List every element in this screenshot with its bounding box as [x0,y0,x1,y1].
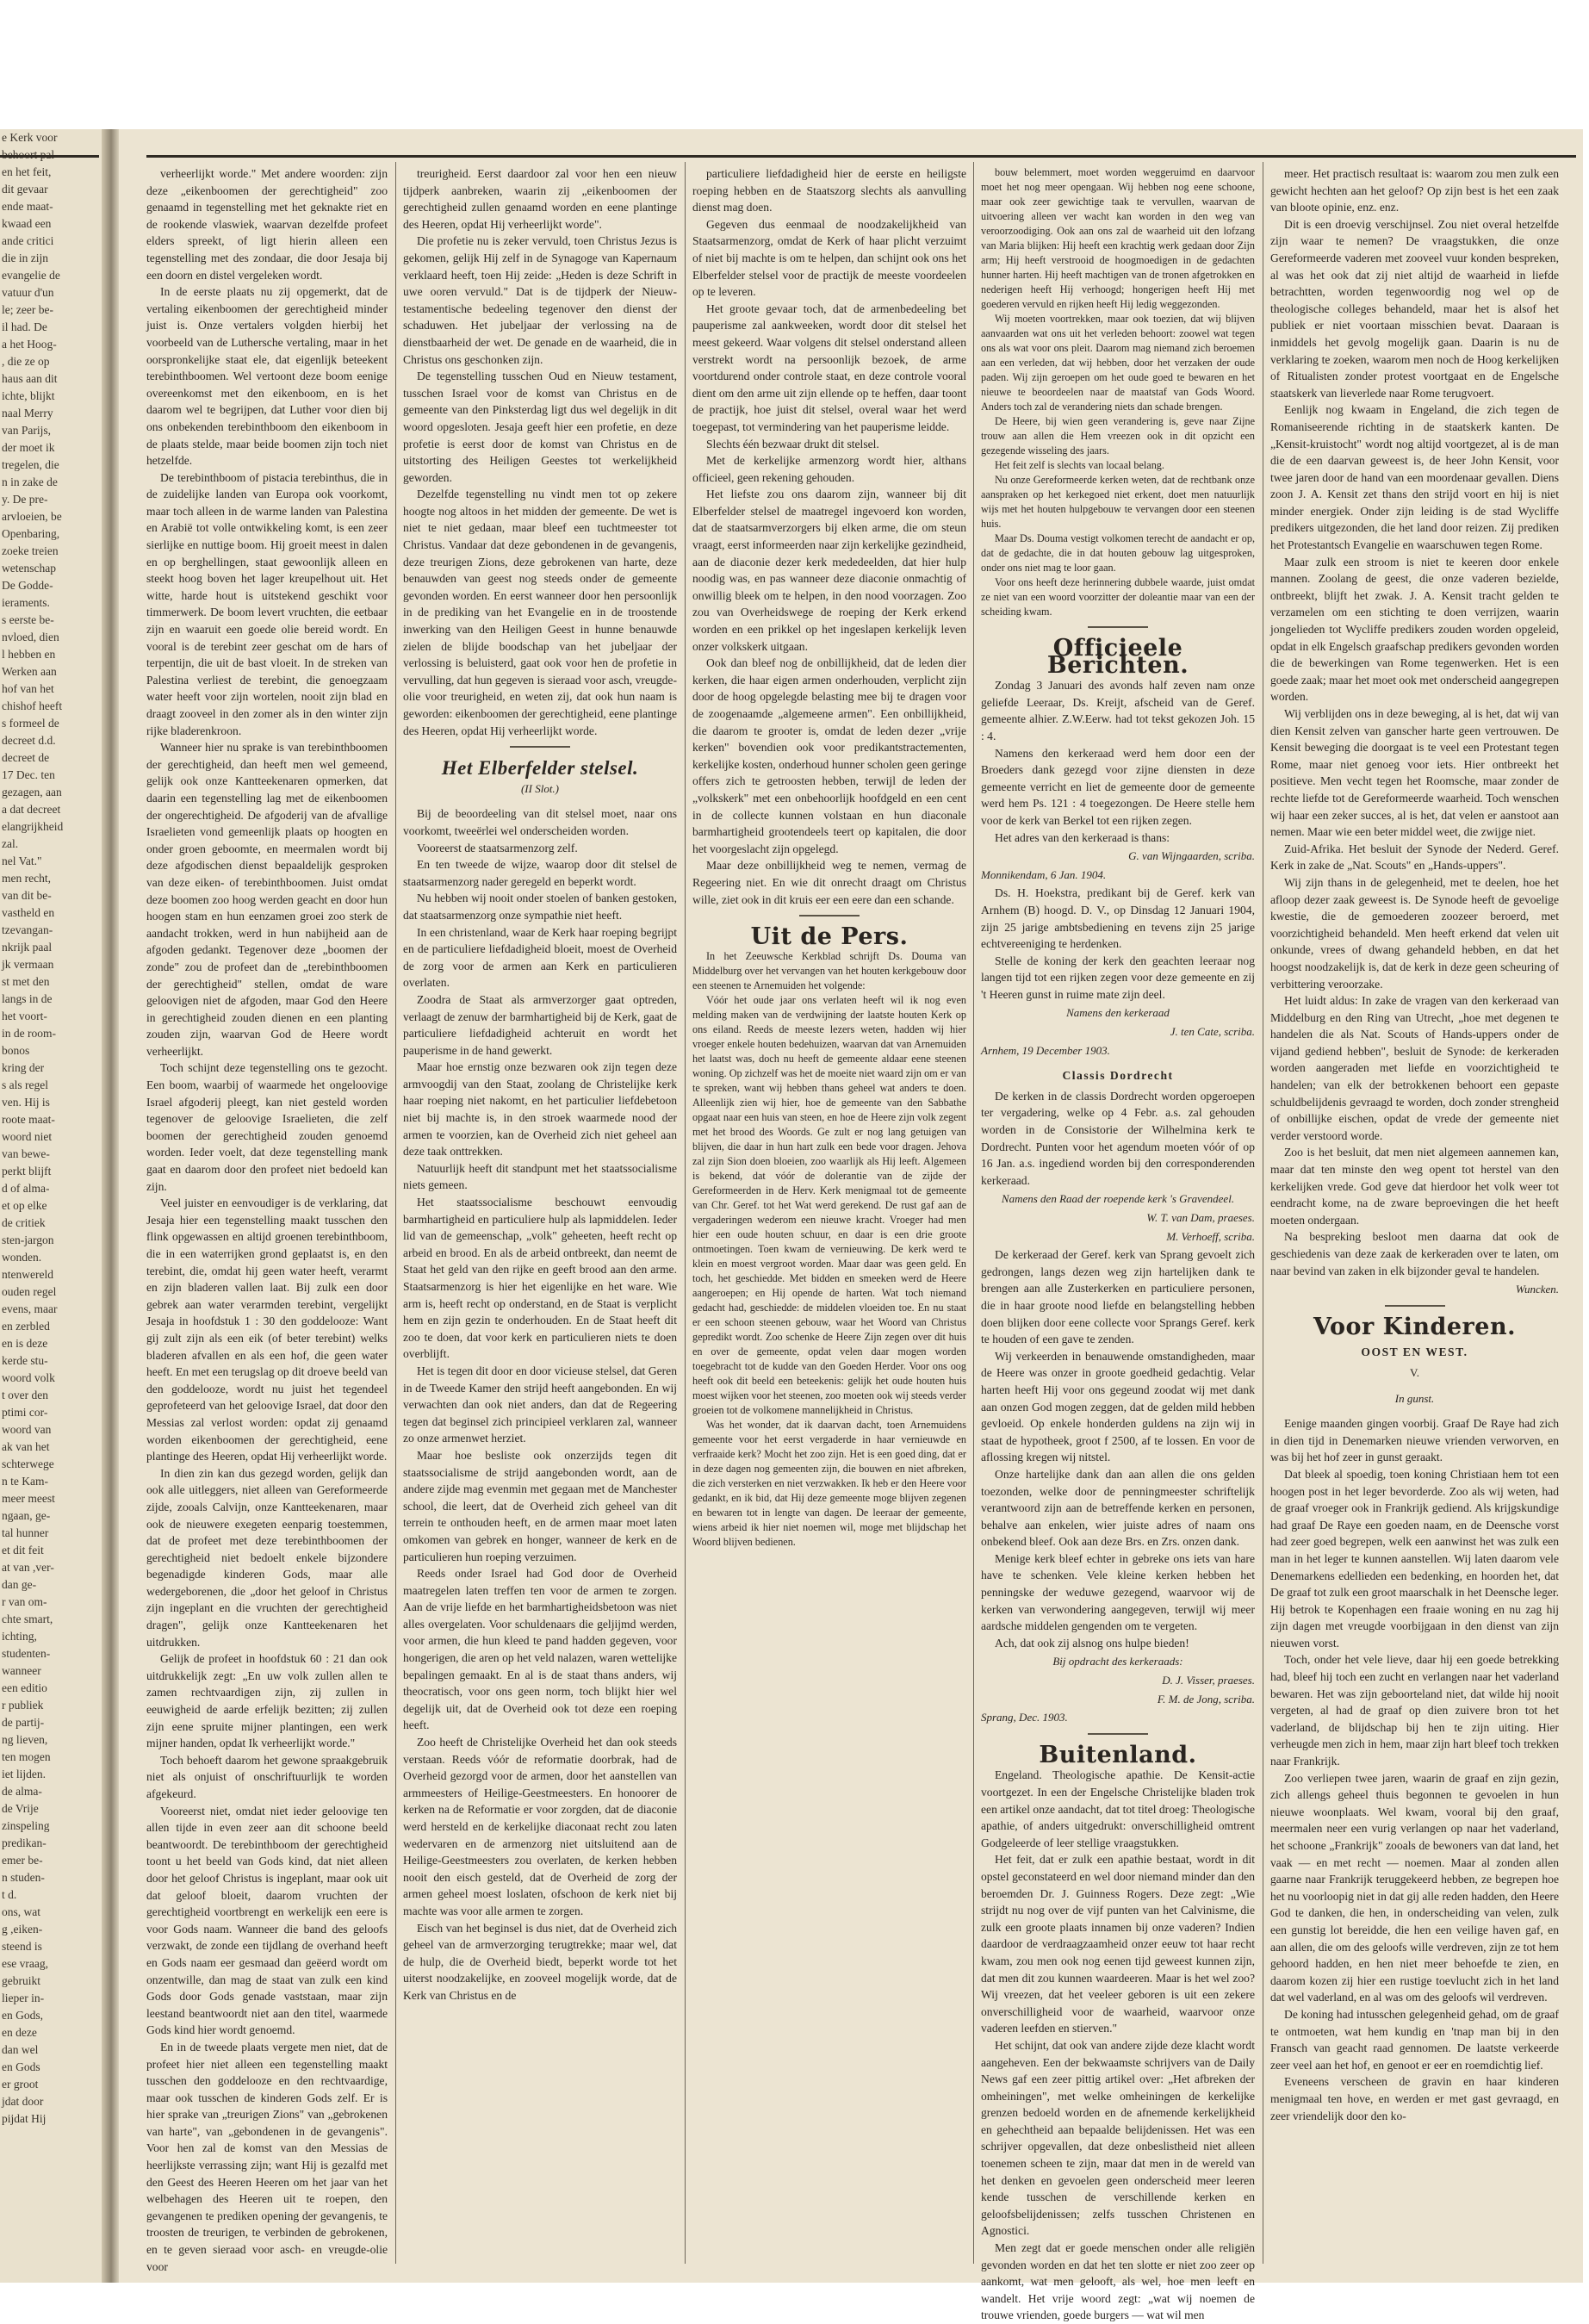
section-heading-officieele-berichten: Officieele Berichten. [1046,635,1189,679]
paragraph: Voor ons heeft deze herinnering dubbele waarde, juist omdat ze niet van een woord voorzitter der doleantie maar van een der scheiding kwam. [981,576,1255,618]
column-4 [981,165,1255,2322]
signature: D. J. Visser, praeses. [1162,1674,1255,1687]
paragraph: Gelijk de profeet in hoofdstuk 60 : 21 dan ook uitdrukkelijk zegt: „En uw volk zullen allen te zamen rechtvaardigen zijn, zij zullen in eeuwigheid de aarde erfelijk bezitten; zij zullen zijn eene spruite mijner plantingen, een werk mijner handen, opdat Ik verheerlijkt worde." [146,1652,388,1750]
previous-page-fragment: evens, maar [2,1302,58,1315]
previous-page-fragment: bonos [2,1044,30,1057]
paragraph: Het is tegen dit door en door vicieuse stelsel, dat Geren in de Tweede Kamer den strijd heeft aangebonden. En wij verwachten dan ook niet anders, dan dat de Regeering tegen dat beginsel zich principieel verklaren zal, wanneer zo onze armenwet herziet. [403,1364,677,1445]
previous-page-fragment: hof van het [2,682,54,695]
paragraph: Het luidt aldus: In zake de vragen van den kerkeraad van Middelburg en den Ring van Utrecht, „hoe met degenen te handelen die als Nat. Scouts of Hands-uppers onder de vijand gediend hebben", besluit de Synode: de kerkeraden worden aangeraden met liefde en voorzichtigheid te handelen; van elk der betrokkenen behoort een gepaste schuldbelijdenis gevraagd te worden, doch zonder strengheid of onbillijke eischen, opdat de vrede der gemeente niet verder verstoord worde. [1270,994,1559,1142]
article-subheading: (II Slot.) [520,781,560,795]
previous-page-fragment: De Godde- [2,579,53,592]
paragraph: Het staatssocialisme beschouwt eenvoudig barmhartigheid en particuliere hulp als lapmiddelen. Ieder lid van de gemeenschap, „volk" geheeten, heeft recht op arbeid en brood. En als de arbeid ontbreekt, dan neemt de Staat het geld van den rijke en geeft brood aan den arme. Staatsarmenzorg is hier het eigenlijke en het ware. Wie arm is, heeft recht op onderstand, en de Staat is verplicht hem en zijn gezin te onderhouden. En de Staat heeft dit zoo te doen, dat voor kerk en particulieren niets te doen overblijft. [403,1196,677,1361]
paragraph: Nu hebben wij nooit onder stoelen of banken gestoken, dat staatsarmenzorg onze sympathie niet heeft. [403,892,677,922]
previous-page-fragment: Openbaring, [2,527,60,540]
previous-page-fragment: kerde stu- [2,1354,48,1367]
previous-page-fragment: kring der [2,1061,45,1074]
previous-page-fragment: de critiek [2,1216,46,1229]
paragraph: Vooreerst niet, omdat niet ieder geloovige ten allen tijde in even zeer aan dit schoone beeld beantwoordt. De terebinthboom der gerechtigheid toont u het beeld van Gods kind, dat niet alleen door het geloof Christus is ingeplant, maar ook uit dat geloof bloeit, daarom vruchten der gerechtigheid voortbrengt en werkelijk een eere is voor Gods naam. Wanneer die band des geloofs verzwakt, de zonde een tijdlang de overhand heeft en Gods naam eer gesmaad dan geëerd wordt om onzentwille, dan mag de staat van zulk een kind Gods door Gods genade vaststaan, maar zijn leestand beantwoordt niet aan den titel, waarmede Gods kind hier wordt genoemd. [146,1804,388,2037]
paragraph: Zoo is het besluit, dat men niet algemeen aannemen kan, maar dat ten minste den weg opent tot herstel van den kerkelijken vrede. God geve dat hierdoor het volk weer tot eendracht kome, na de zware beproevingen die het heeft moeten ondergaan. [1270,1146,1559,1227]
previous-page-fragment: langs in de [2,992,53,1005]
paragraph: Vooreerst de staatsarmenzorg zelf. [417,841,578,854]
previous-page-fragment: ntenwereld [2,1268,53,1281]
paragraph: Namens den kerkeraad werd hem door een der Broeders dank gezegd voor zijne diensten in deze gemeente verricht en liet de gemeente door de gemeente werd hem Ps. 121 : 4 toegezongen. De Heere stelle hem voor de kerk van Berkel tot een rijken zegen. [981,746,1255,827]
paragraph: verheerlijkt worde." Met andere woorden: zijn deze „eikenboomen der gerechtigheid" zoo genaamd in tegenstelling met het geknakte riet en de rookende vlaswiek, waarvan dezelfde profeet elders spreekt, of ligt hierin alleen een tegenstelling met des zondaar, die door Jesaja bij een doorn en distel vergeleken wordt. [146,167,388,282]
previous-page-fragment: s als regel [2,1078,48,1091]
paragraph: bouw belemmert, moet worden weggeruimd en daarvoor moet het nog meer opengaan. Wij hebben nog eene schoone, maar ook zeer gewichtige taak te vervullen, waarvan de uitvoering alleen ver wacht kan worden in den weg van veroorzoodiging. Ook aan ons zal de waarheid uit den lofzang van Maria blijken: Hij heeft een krachtig werk gedaan door Zijn arm; Hij heeft verstrooid de hoogmoedigen in de gedachten hunner harten. Hij heeft machtigen van de tronen afgetrokken en nederigen heeft Hij verhoogd; hongerigen heeft Hij met goederen vervuld en rijken heeft Hij ledig weggezonden. [981,166,1255,310]
previous-page-fragment: meer meest [2,1492,55,1505]
column-1 [146,165,388,2273]
previous-page-fragment: van Parijs, [2,424,51,437]
previous-page-fragment: ese vraag, [2,1957,48,1970]
column-rule [685,162,686,2264]
signature: W. T. van Dam, praeses. [1146,1211,1255,1224]
paragraph: Het liefste zou ons daarom zijn, wanneer bij dit Elberfelder stelsel de maatregel ingevoerd kon worden, dat de staatsarmverzorgers bij elken arme, die om steun vraagt, eerst informeerden naar zijn kerkelijke gezindheid, aan de diaconie dezer kerk mededeelden, dat hier hulp noodig was, en pas wanneer deze diaconie onmachtig of onwillig bleek om te helpen, in den nood voorzagen. Zoo zou van Overheidswege de roeping der Kerk erkend worden en een prikkel op het ingeslapen kerkelijk leven onzer volkskerk uitgaan. [692,488,966,653]
paragraph: Eenige maanden gingen voorbij. Graaf De Raye had zich in dien tijd in Denemarken nieuwe vrienden verworven, en was bij het hof zeer in gunst geraakt. [1270,1417,1559,1464]
previous-page-fragment: dan wel [2,2043,39,2056]
previous-page-fragment: der moet ik [2,441,55,454]
previous-page-fragment: jdat door [2,2095,44,2108]
previous-page-fragment: nel Vat." [2,854,42,867]
previous-page-fragment: ende maat- [2,200,53,213]
section-heading-uit-de-pers: Uit de Pers. [750,923,909,951]
dateline: Sprang, Dec. 1903. [981,1711,1068,1724]
chapter-number: V. [1410,1365,1419,1379]
previous-page-fragment: nvloed, dien [2,631,59,643]
paragraph: particuliere liefdadigheid hier de eerste en heiligste roeping hebben en de Staatszorg slechts als aanvulling dienst mag doen. [692,167,966,214]
previous-page-fragment: ieraments. [2,596,50,609]
previous-page-fragment: chishof heeft [2,699,63,712]
previous-page-fragment: r publiek [2,1699,44,1712]
previous-page-fragment: , die ze op [2,355,50,368]
previous-page-fragment: nkrijk paal [2,941,53,954]
previous-page-fragment: at van ,ver- [2,1561,54,1574]
dateline: Arnhem, 19 December 1903. [981,1043,1110,1057]
paragraph: Maar Ds. Douma vestigt volkomen terecht de aandacht er op, dat de gedachte, die in dat houten gebouw lag uitgesproken, onder ons niet mag te loor gaan. [981,532,1255,574]
previous-page-fragment: wanneer [2,1664,41,1677]
previous-page-fragment: emer be- [2,1854,43,1867]
previous-page-fragment: n studen- [2,1871,45,1884]
previous-page-fragment: het voort- [2,1010,47,1022]
previous-page-fragment: haus aan dit [2,372,58,385]
column-3 [692,165,966,2267]
binding-gutter [102,129,119,2283]
paragraph: De Heere, bij wien geen verandering is, geve naar Zijne trouw aan allen die Hem vreezen ook in dit opzicht een gezegende wisseling des jaars. [981,415,1255,457]
previous-page-fragment: zoeke treien [2,544,59,557]
previous-page-fragment: d of alma- [2,1182,50,1195]
previous-page-fragment: y. De pre- [2,493,48,506]
paragraph: Toch schijnt deze tegenstelling ons te gezocht. Een boom, waarbij of waarmede het ongeloovige Israel afgoderij pleegt, kan niet gesteld worden tegenover de geloovige Israelieten, die zelf boomen der gerechtigheid zouden genoemd worden. Ieder voelt, dat deze tegenstelling mank gaat en daarom door den profeet niet bedoeld kan zijn. [146,1061,388,1193]
previous-page-fragment: en deze [2,2026,37,2039]
previous-page-fragment: tregelen, die [2,458,59,471]
chapter-title: In gunst. [1394,1391,1435,1405]
paragraph: Men zegt dat er goede menschen onder alle religiën gevonden worden en dat het ten slotte er niet zoo zeer op aankomt, wat men gelooft, als wel, hoe men leeft en wandelt. Het vrije woord zegt: „wat wij noemen de trouwe vrienden, goede burgers — wat wil men [981,2241,1255,2322]
previous-page-fragment: il had. De [2,320,47,333]
previous-page-fragment: s formeel de [2,717,59,730]
paragraph: Vóór het oude jaar ons verlaten heeft wil ik nog even melding maken van de verdwijning der laatste houten Kerk op ons eiland. Reeds de meeste lezers weten, hadden wij hier vroeger enkele houten bedehuizen, waarvan dat van Arnemuiden het laatst was, doch nu heeft de gemeente aldaar eene steenen woning. Op zichzelf was het de moeite niet waard zijn om er van te spreken, want wij hebben thans geheel wat anders te doen. Alleenlijk zien wij hier, hoe de gemeente van den Sabbathe opgaat naar een huis van steen, en hoe de Heere zijn volk zegent met het brood des Woords. Ge zult er nog lang getuigen van blijven, die daar in hun hart zulk een bede voor dragen. Jehova zal zijn Sion doen bloeien, zoo waarlijk als Hij leeft. Algemeen is bekend, dat vóór de dolerantie van de zijde der Gereformeerden in de Herv. Kerk menigmaal tot de gemeente van Chr. Geref. tot het Wat werd gerekend. De rust gaf aan de vergaderingen wederom een nieuwe kracht. Vroeger had men hier een oude houten schuur, en daar is een drie groote ontmoetingen. Toen kwam de vernieuwing. De kerk werd te klein en moest vergroot worden. Maar daar was geen geld. En toch, het geschiedde. Met bidden en smeeken werd de Heere aangeroepen; en Hij opende de harten. Wat toch niemand gedacht had, geschiedde: de middelen vloeiden toe. En nu staat er een schoon steenen gebouw, waar het Woord van Christus gepredikt wordt. Zoo schenke de Heere Zijn zegen over dit huis en over de gemeente, opdat velen daar mogen worden toegebracht tot de kudde van den Goeden Herder. Voor ons oog heeft ook dit beeld een beteekenis: gelijk het oude houten huis moest wijken voor het steenen, zoo moeten ook wij steeds verder groeien tot de volkomene mannelijkheid in Christus. [692,993,966,1416]
paragraph: Veel juister en eenvoudiger is de verklaring, dat Jesaja hier een tegenstelling maakt tusschen den flink opgewassen en altijd groenen terebinthboom, die in een waterrijken grond geplaatst is, en den terebint, die, omdat hij geen water heeft, verarmt en zijn bladeren vallen laat. Bij zulk een door gebrek aan water verarmden terebint, vergelijkt Jesaja in hoofdstuk 1 : 30 den goddelooze: Want gij zult zijn als een eik (of beter terebint) welks bladeren afvallen en als een hof, die geen water heeft. En met een terugslag op dit droeve beeld van den goddelooze, wordt nu juist het tegendeel geprofeteerd van het geloovige Israel, dat door den Messias zal verlost worden: opdat zij genaamd worden eikenboomen der gerechtigheid, eene plantinge des Heeren, opdat Hij verheerlijkt worde. [146,1196,388,1463]
previous-page-fragment: en Gods, [2,2009,43,2022]
previous-page-fragment: wonden. [2,1251,42,1264]
paragraph: Dit is een droevig verschijnsel. Zou niet overal hetzelfde zijn waar te nemen? De vraagstukken, die onze Gereformeerde vaderen met zooveel vuur konden bespreken, al was het ook dat zij niet altijd de waarheid in liefde betrachtten, worden tegenwoordig nog wel op de theologische colleges behandeld, maar het is alsof het publiek er niet voortaan misschien bevat. Daaraan is inmiddels het gevolg mogelijk gaan. Daarin is nu de verklaring te zoeken, waarom men noch de Hoog kerkelijken of Ritualisten zonder protest voortgaat en de Engelsche staatskerk van lieverlede naar Rome terugvoert. [1270,217,1559,400]
article-heading-elberfelder: Het Elberfelder stelsel. [441,757,639,780]
paragraph: Eisch van het beginsel is dus niet, dat de Overheid zich geheel van de armverzorging terugtrekke; maar wel, dat de hulp, die de Overheid biedt, beperkt worde tot het uiterst noodzakelijke, en zooveel mogelijk worde, dat de Kerk van Christus en de [403,1921,677,2002]
previous-page-fragment: tal hunner [2,1526,49,1539]
previous-page-fragment: dit gevaar [2,183,48,196]
previous-page-fragment: de Vrije [2,1802,39,1815]
previous-page-fragment: t over den [2,1389,48,1401]
column-rule [395,162,396,2264]
previous-page-fragment: 17 Dec. ten [2,768,55,781]
previous-page-fragment: tzevangan- [2,923,53,936]
previous-page-fragment: a het Hoog- [2,338,57,351]
paragraph: Wij moeten voortrekken, maar ook toezien, dat wij blijven aanvaarden wat ons uit het verleden behoort: zoowel wat tegen ons als wat voor ons pleit. Daarom mag niemand zich beroemen aan een verleden, dat wij hebben, door het verzaken der oude paden. Wij zijn geroepen om het oude goed te bewaren en het nieuwe te beoordeelen naar de maatstaf van Gods Woord. Anders toch zal de verandering niets dan schade brengen. [981,313,1255,413]
previous-page-fragment: en het feit, [2,165,52,178]
paragraph: In het Zeeuwsche Kerkblad schrijft Ds. Douma van Middelburg over het vervangen van het houten kerkgebouw door een steenen te Arnemuiden het volgende: [692,949,966,991]
paragraph: Maar zulk een stroom is niet te keeren door enkele mannen. Zoolang de geest, die onze vaderen bezielde, ontbreekt, blijft het zwak. J. A. Kensit tracht gelden te verzamelen om een stichting te doen verrijzen, waarin jongelieden tot Wycliffe predikers zouden worden opgeleid, opdat in elk Engelsch graafschap predikers gevonden worden die de bewerkingen van Rome tegenwerken. Het is een goede zaak; maar het moet ook met onderscheid aangegrepen worden. [1270,555,1559,704]
previous-page-fragment: wetenschap [2,562,56,575]
previous-page-fragment: ak van het [2,1440,50,1453]
paragraph: Wij verkeerden in benauwende omstandigheden, maar de Heere was onzer in groote goedheid gedachtig. Velar harten heeft Hij voor ons gegeund zoodat wij met dank aan onzen God mogen zeggen, dat de gelden mild hebben gevloeid. Op enkele honderden guldens na zijn wij in staat de hypotheek, groot f 2500, af te lossen. En voor de aflossing kregen wij nitstel. [981,1349,1255,1464]
previous-page-fragment: ons, wat [2,1905,40,1918]
previous-page-fragment: men recht, [2,872,51,885]
previous-page-fragment: decreet de [2,751,50,764]
paragraph: Maar hoe besliste ook onzerzijds tegen dit staatssocialisme de strijd aangebonden wordt, aan de andere zijde mag evenmin met gegaan met de Manchester school, die leert, dat de Overheid zich geheel van dit terrein te onthouden heeft, en de armen maar moet laten omkomen van gebrek en honger, wanneer de kerk en de particulieren hun roeping verzuimen. [403,1448,677,1563]
paragraph: De kerken in de classis Dordrecht worden opgeroepen ter vergadering, welke op 4 Febr. a.s. zal gehouden worden in de Consistorie der Wilhelmina kerk te Dordrecht. Punten voor het agendum moeten vóór of op 16 Jan. a.s. ingediend worden bij den corresponderenden kerkeraad. [981,1089,1255,1187]
column-2 [403,165,677,2267]
paragraph: Maar hoe ernstig onze bezwaren ook zijn tegen deze armvoogdij van den Staat, zoolang de Christelijke kerk haar roeping niet nakomt, en het particulier liefdebetoon niet bij machte is, in den stroek waarmede nood der armen te voorzien, kan de Overheid zich niet geheel aan deze taak onttrekken. [403,1060,677,1159]
previous-page-fragment: een editio [2,1681,47,1694]
previous-page-fragment: ten mogen [2,1750,51,1763]
previous-page-fragment: elangrijkheid [2,820,64,833]
paragraph: Ook dan bleef nog de onbillijkheid, dat de leden dier kerken, die haar eigen armen onderhouden, verplicht zijn door de hoog opgelegde belasting mee bij te dragen voor de zoogenaamde „algemeene armen". Een onbillijkheid, die daarom te grooter is, omdat de leden dezer „vrije kerken" bovendien ook voor predikantstractementen, kerkelijke kosten, onderhoud hunner scholen geen geringe offers zich te getroosten hebben, terwijl de leden der „volkskerk" met een onbehoorlijk hoofdgeld en een cent in de collecte kunnen volstaan en hun diaconale barmhartigheid grootendeels teert op kapitalen, die door het voorgeslacht zijn opgelegd. [692,656,966,855]
section-heading-buitenland: Buitenland. [1039,1741,1197,1768]
paragraph: Dat bleek al spoedig, toen koning Christiaan hem tot een hoogen post in het leger bevorderde. Zoo als wij weten, had de graaf vroeger ook in Frankrijk gediend. Als krijgskundige had graaf De Raye een goeden naam, en de Deensche vorst had zeer goed begrepen, welk een aanwinst het was zulk een man in het leger te kunnen aanstellen. Wij laten daarom vele Denemarkens edellieden een bedenking, en hoorden het, dat De graaf tot zulk een groot maarschalk in het Deensche leger. Hij betrok te Kopenhagen een fraaie woning en nu zag hij zijn dagen met vreugde voorbijgaan in den dienst van zijn nieuwen vorst. [1270,1467,1559,1650]
previous-page-fragment: ande critici [2,234,54,247]
signature: G. van Wijngaarden, scriba. [1128,849,1255,863]
paragraph: Stelle de koning der kerk den geachten leeraar nog langen tijd tot een rijken zegen voor deze gemeente en zij 't Heeren gunst in ruime mate zijn deel. [981,954,1255,1001]
previous-page-fragment: a dat decreet [2,803,61,816]
previous-page-fragment: lieper in- [2,1992,45,2004]
signature: J. ten Cate, scriba. [1170,1025,1255,1039]
previous-page-fragment: de partij- [2,1716,45,1729]
paragraph: Het schijnt, dat ook van andere zijde deze klacht wordt aangeheven. Een der bekwaamste schrijvers van de Daily News gaf een zeer pittig artikel over: „Het afbreken der omheiningen", met welke omheiningen de kerkelijke grenzen bedoeld worden en de afnemende kerkelijkheid en gehechtheid aan bepaalde belijdenissen. Het was een schrijver opgevallen, dat deze onbeslistheid niet alleen toenemen scheen te zijn, maar dat men in de wereld van het denken en gevoelen geen onderscheid meer leeren kende tusschen de verschillende kerken en geloofsbelijdenissen; zelfs tusschen Christenen en Agnostici. [981,2038,1255,2238]
paragraph: Bij de beoordeeling van dit stelsel moet, naar ons voorkomt, tweeërlei wel onderscheiden worden. [403,807,677,837]
paragraph: Zoo heeft de Christelijke Overheid het dan ook steeds verstaan. Reeds vóór de reformatie doorbrak, had de Overheid gezorgd voor de armen, door het aanstellen van armmeesters of Heilige-Geestmeesters. En honoorer de kerken na de Reformatie er voor zorgden, dat de diaconie werd hersteld en de kerkelijke diaconaat recht zou laten wedervaren en de armenzorg niet uitsluitend aan de Heilige-Geestmeesters zou overlaten, de kerken hebben nooit den eisch gesteld, dat de Overheid de zorg der armen geheel moest loslaten, ofschoon de kerk niet bij machte was voor alle armen te zorgen. [403,1736,677,1917]
paragraph: Engeland. Theologische apathie. De Kensit-actie voortgezet. In een der Engelsche Christelijke bladen trok een artikel onze aandacht, dat tot titel droeg: Theologische apathie, of anders uitgedrukt: onverschilligheid omtrent Godgeleerde of leer stellige vraagstukken. [981,1768,1255,1849]
paragraph: Toch behoeft daarom het gewone spraakgebruik niet als onjuist of onschriftuurlijk te worden afgekeurd. [146,1753,388,1800]
previous-page-fragment: iet lijden. [2,1768,46,1780]
previous-page-fragment: woord niet [2,1130,53,1143]
previous-page-fragment: ptimi cor- [2,1406,48,1419]
previous-page-fragment: g ,eiken- [2,1923,43,1936]
paragraph: Maar deze onbillijkheid weg te nemen, vermag de Regeering niet. En wie dit onrecht draagt om Christus wille, ziet ook in dit kruis eer een eere dan een schande. [692,859,966,906]
section-divider [1088,1733,1148,1735]
paragraph: Zuid-Afrika. Het besluit der Synode der Nederd. Geref. Kerk in zake de „Nat. Scouts" en „Hands-uppers". [1270,842,1559,873]
paragraph: In een christenland, waar de Kerk haar roeping begrijpt en de particuliere liefdadigheid bloeit, moest de Overheid de zorg voor de armen aan Kerk en particulieren overlaten. [403,925,677,990]
previous-page-fragment: die in zijn [2,252,48,264]
paragraph: In de eerste plaats nu zij opgemerkt, dat de vertaling eikenboomen der gerechtigheid minder juist is. Onze vertalers volgden hierbij het voorbeeld van de Luthersche vertaling, maar in het oorspronkelijke staat ele, dat eigenlijk beteekent terebinthboomen. Wel vertoont deze boom eenige overeenkomst met den eikenboom, en is het daarom wel te begrijpen, dat Luther voor dien bij ons onbekenden terebinthboom den eikenboom in de plaats stelde, maar beide boomen zijn toch niet hetzelfde. [146,285,388,468]
signature-intro: Namens den kerkeraad [1066,1006,1170,1020]
previous-page-fragment: van bewe- [2,1147,50,1160]
previous-page-fragment: chte smart, [2,1613,53,1625]
paragraph: Wanneer hier nu sprake is van terebinthboomen der gerechtigheid, dan heeft men wel gemeend, gelijk ook onze Kantteekenaren opmerken, dat daarin een tegenstelling lag met de eikenboomen der ongerechtigheid. De afgoderij van de afvallige Israelieten vond gemeenlijk plaats op hoogten en onder groen geboomte, en meermalen wordt bij deze afgodischen dienst bepaaldelijk gesproken van deze eiken- of terebinthboomen. Juist omdat deze boomen zoo hoog werden geacht en door hun hoogen stam en hun eenzamen groei zoo sterk de aandacht trokken, werd in hun nabijheid aan de afgoden gedankt. Tegenover deze „boomen der zonde" zou de profeet dan de „terebinthboomen der gerechtigheid" stellen, omdat de ware geloovigen niet de afgoden, maar God den Heere in gerechtigheid zouden dienen en een planting zouden zijn, waarvan God de Heere wordt verheerlijkt. [146,741,388,1058]
signature-intro: Namens den Raad der roepende kerk 's Gravendeel. [1001,1192,1235,1206]
previous-page-fragment: woord van [2,1423,52,1436]
paragraph: Het groote gevaar toch, dat de armenbedeeling bet pauperisme zal aankweeken, wordt door dit stelsel het meest gekeerd. Waar volgens dit stelsel onderstand alleen verstrekt wordt na persoonlijk bezoek, de arme voortdurend onder controle staat, en deze controle vooral dient om den arme uit zijn ellende op te heffen, daar toont de practijk, hoe juist dit stelsel, overal waar het werd toegepast, tot vermindering van het pauperisme leidde. [692,301,966,433]
paragraph: De kerkeraad der Geref. kerk van Sprang gevoelt zich gedrongen, langs dezen weg zijn hartelijken dank te brengen aan alle Zusterkerken en particuliere personen, die in haar groote nood liefde en belangstelling hebben doen blijken door eene collecte voor Sprangs Geref. kerk te houden of een gave te zenden. [981,1248,1255,1346]
previous-page-fragment: gezagen, aan [2,786,62,798]
paragraph: De koning had intusschen gelegenheid gehad, om de graaf te ontmoeten, wat hem kundig en 'tnap man bij in den Fransch van geacht raad gennomen. De laatste verkeerde zeer veel aan het hof, en genoot er eer en roemdichtig lief. [1270,2007,1559,2072]
paragraph: Na bespreking besloot men daarna dat ook de geschiedenis van deze zaak de kerkeraden over te laten, om naar bevind van zaken in elk bijzonder geval te handelen. [1270,1230,1559,1277]
section-divider [510,746,570,748]
previous-page-fragment: en is deze [2,1337,48,1350]
previous-page-edge [0,129,114,2283]
paragraph: Was het wonder, dat ik daarvan dacht, toen Arnemuidens gemeente voor het eerst vergaderde in haar vernieuwde en verfraaide kerk? Mocht het zoo zijn. Het is een goed ding, dat er in deze dagen nog gemeenten zijn, die bouwen en niet afbreken, die zich versterken en niet verzwakken. Ik heb er den Heere voor gedankt, en ik bid, dat Hij deze gemeente moge blijven zegenen en bewaren tot in lengte van dagen. De leeraar der gemeente, wiens arbeid ik hier niet noemen wil, moge met blijdschap het Woord blijven bedienen. [692,1418,966,1548]
previous-page-fragment: vatuur d'un [2,286,54,299]
paragraph: Wij verblijden ons in deze beweging, al is het, dat wij van dien Kensit zelven van ganscher harte geen vertrouwen. De Kensit beweging die doorgaat is te veel een Protestant tegen Rome, maar niet genoeg voor iets. Hier ontbreekt het positieve. Men vecht tegen het Roomsche, maar zonder de rechte liefde tot de Gereformeerde waarheid. Toch wenschen wij haar een zeker succes, al is het, dat velen er aanstoot aan nemen. Maar wie een beter middel weet, die zwijge niet. [1270,707,1559,839]
previous-page-fragment: pijdat Hij [2,2112,47,2125]
previous-page-fragment: ichte, blijkt [2,389,55,402]
previous-page-fragment: r van om- [2,1595,47,1608]
previous-page-fragment: l hebben en [2,648,56,661]
previous-page-fragment: t d. [2,1888,17,1901]
paragraph: Eveneens verscheen de gravin en haar kinderen menigmaal ten hove, en werden er met gast gevraagd, en zeer vriendelijk door den ko- [1270,2075,1559,2122]
story-title: OOST EN WEST. [1361,1345,1468,1359]
paragraph: Zoodra de Staat als armverzorger gaat optreden, verlaagt de zenuw der barmhartigheid bij de Kerk, gaat de particuliere liefdadigheid achteruit en wordt het pauperisme in de hand gewerkt. [403,992,677,1057]
previous-page-fragment: n in zake de [2,475,58,488]
signature-intro: Bij opdracht des kerkeraads: [1052,1655,1183,1668]
paragraph: En in de tweede plaats vergete men niet, dat de profeet hier niet alleen een tegenstelling maakt tusschen den goddelooze en den rechtvaardige, maar ook tusschen de kinderen Gods zelf. Er is hier sprake van „treurigen Zions" van „gebrokenen van harte", van „gebondenen in de gevangenis". Voor hen zal de komst van den Messias de heerlijkste verrassing zijn; want Hij is gezalfd met den Geest des Heeren Heeren om het jaar van het welbehagen des Heeren uit te roepen, den gevangenen te prediken opening der gevangenis, te troosten de treurigen, te verbinden de gebrokenen, en te geven sieraad voor asch- en vreugde-olie voor [146,2040,388,2273]
previous-page-fragment: vastheld en [2,906,55,919]
dateline: Monnikendam, 6 Jan. 1904. [981,867,1107,881]
header-rule [146,155,1576,158]
paragraph: Natuurlijk heeft dit standpunt met het staatssocialisme niets gemeen. [403,1161,677,1192]
notice-heading-classis: Classis Dordrecht [1062,1069,1174,1083]
previous-page-fragment: schterwege [2,1457,54,1470]
paragraph: Zondag 3 Januari des avonds half zeven nam onze geliefde Leeraar, Ds. Kreijt, afscheid van de Geref. gemeente alhier. Z.W.Eerw. had tot tekst gekozen Joh. 15 : 4. [981,679,1255,743]
previous-page-fragment: sten-jargon [2,1233,54,1246]
signature: F. M. de Jong, scriba. [1157,1692,1255,1706]
previous-page-fragment: roote maat- [2,1113,55,1126]
paragraph: De terebinthboom of pistacia terebinthus, die in de zuidelijke landen van Europa ook voorkomt, maar toch alleen in de warme landen van Palestina en Arabië tot volle ontwikkeling komt, is een zeer sierlijke en nuttige boom. Hij groeit meest in dalen en op berghellingen, staat gewoonlijk alleen en steekt hoog boven het lager kreupelhout uit. Het witte, harde hout is uitstekend geschikt voor timmerwerk. De boom levert vruchten, die eetbaar zijn en waaruit een goede olie bereid wordt. En vooral is de terebint zeer geschat om de hars of terpentijn, die uit de bast vloeit. In de streken van Palestina verliest de terebint, die genoegzaam water heeft voor zijn wortelen, nooit zijn blad en draagt zooveel in den zomer als in den winter zijn rijke bladerenkroon. [146,470,388,737]
paragraph: Slechts één bezwaar drukt dit stelsel. [706,437,879,451]
previous-page-fragment: decreet d.d. [2,734,56,747]
previous-page-fragment: er groot [2,2078,39,2091]
paragraph: Het feit zelf is slechts van locaal belang. [995,459,1164,471]
previous-page-fragment: gebruikt [2,1974,40,1987]
previous-page-fragment: jk vermaan [2,958,54,971]
paragraph: Dezelfde tegenstelling nu vindt men tot op zekere hoogte nog altoos in het midden der gemeente. De wet is niet te niet gedaan, maar bleef een tuchtmeester tot Christus. Vandaar dat deze gebondenen in de gevangenis, deze treurigen Zions, deze gebrokenen van harte, deze benauwden van geest nog steeds onder de gemeente gevonden worden. En eerst wanneer door hen persoonlijk in de prediking van het Evangelie en in de troostende inwerking van den Heiligen Geest in hunne benauwde zielen de blijde boodschap van het jubeljaar der verlossing is beluisterd, gaat ook voor hen de profetie in vervulling, dat hun gegeven is sieraad voor asch, vreugde-olie voor treurigheid, en weten zij, dat ook hun naam is geworden: eikenboomen der gerechtigheid, eene plantinge des Heeren, opdat Hij verheerlijkt worde. [403,488,677,737]
paragraph: Reeds onder Israel had God door de Overheid maatregelen laten treffen ten voor de armen te zorgen. Aan de vrije liefde en het barmhartigheidsbetoon was niet alles overgelaten. Voor schuldenaars die geljijmd werden, voor armen, die hun kleed te pand hadden gegeven, voor hongerigen, die aren op het veld nalazen, waren wettelijke bepalingen gemaakt. En al is de staat thans anders, wij theocratisch, voor ons geen norm, toch blijkt hier wel degelijk uit, dat de Overheid ook tot deze een roeping heeft. [403,1567,677,1732]
previous-page-fragment: in de room- [2,1027,56,1040]
previous-page-fragment: predikan- [2,1836,47,1849]
previous-page-fragment: s eerste be- [2,613,54,626]
paragraph: En ten tweede de wijze, waarop door dit stelsel de staatsarmenzorg nader geregeld en beperkt wordt. [403,858,677,888]
paragraph: Wij zijn thans in de gelegenheid, met te deelen, hoe het afloop dezer zaak geweest is. De Synode heeft de gevoelige kwestie, die de gemoederen zoozeer beroerd, met voorzichtigheid behandeld. Men heeft erkend dat velen uit onkunde, vrees of dwang gehandeld hebben, en dat het hoogst noodzakelijk is, dat de kerk in deze geen scheuring of verbittering veroorzake. [1270,875,1559,991]
section-divider [1088,626,1148,628]
previous-page-fragment: perkt blijft [2,1165,52,1178]
previous-page-fragment: ouden regel [2,1285,57,1298]
previous-page-fragment: en Gods [2,2060,40,2073]
previous-page-fragment: zinspeling [2,1819,50,1832]
paragraph: Menige kerk bleef echter in gebreke ons iets van hare have te schenken. Vele kleine kerken hebben het penningske der weduwe gezegend, waarvoor wij de kerken van verwondering aangegeven, terwijl wij meer aardsche middelen gengenden om te vergeten. [981,1551,1255,1633]
paragraph: Ach, dat ook zij alsnog ons hulpe bieden! [995,1636,1189,1650]
previous-page-fragment: naal Merry [2,407,53,419]
previous-page-fragment: van dit be- [2,889,52,902]
previous-page-fragment: dan ge- [2,1578,37,1591]
previous-page-fragment: steend is [2,1940,42,1953]
paragraph: In dien zin kan dus gezegd worden, gelijk dan ook alle uitleggers, niet alleen van Gereformeerde zijde, zooals Calvijn, onze Kantteekenaren, maar ook de nieuwere exegeten eenparig toestemmen, dat de profeet met deze terebinthboomen der gerechtigheid niet bedoelt enkele bijzondere begenadigde kinderen Gods, maar alle wedergeborenen, die „door het geloof in Christus zijn ingeplant en die vruchten der gerechtigheid dragen", gelijk onze Kantteekenaren het uitdrukken. [146,1466,388,1649]
previous-page-fragment: le; zeer be- [2,303,53,316]
previous-page-fragment: st met den [2,975,50,988]
previous-page-fragment: n te Kam- [2,1475,48,1488]
paragraph: meer. Het practisch resultaat is: waarom zou men zulk een gewicht hechten aan het geloof? Op zijn best is het een zaak van bloote opinie, enz. enz. [1270,167,1559,214]
signature: Wuncken. [1515,1283,1559,1296]
previous-page-fragment: et dit feit [2,1544,44,1557]
previous-page-fragment: et op elke [2,1199,47,1212]
section-divider [1385,1305,1445,1307]
previous-page-fragment: ven. Hij is [2,1096,50,1109]
previous-page-fragment: studenten- [2,1647,51,1660]
previous-page-fragment: evangelie de [2,269,60,282]
paragraph: Gegeven dus eenmaal de noodzakelijkheid van Staatsarmenzorg, omdat de Kerk of haar plicht verzuimt of niet bij machte is om te helpen, dan schijnt ook ons het Elberfelder stelsel voor de practijk de meeste voordeelen op te leveren. [692,217,966,299]
previous-page-fragment: ichting, [2,1630,37,1643]
column-5 [1270,165,1559,2267]
paragraph: Nu onze Gereformeerde kerken weten, dat de rechtbank onze aanspraken op het kerkegoed niet erkent, doet men natuurlijk wijs met het houten hulpgebouw te vervangen door een steenen huis. [981,474,1255,530]
previous-page-fragment: en zerbled [2,1320,50,1333]
previous-page-fragment: Werken aan [2,665,57,678]
paragraph: Zoo verliepen twee jaren, waarin de graaf en zijn gezin, zich allengs geheel thuis begonnen te gevoelen in hun nieuwe woonplaats. Wel kwam, vooral bij den graaf, meermalen neer een vurig verlangen op naar het vaderland, het schoone „Frankrijk" zooals de bewoners van dat land, het vaak — en met recht — noemen. Maar al zonden allen gaarne naar Frankrijk teruggekeerd hebben, ze begrepen hoe het nu voorloopig niet in dat gij alle reden hadden, den Heere God te danken, die hen, in onderscheiding van velen, zulk een gunstig lot bereidde, die hen een veilige haven gaf, en aan allen, die om des geloofs wille verdreven, zijn ze tot hem gehoord hadden, en hen niet meer behoefde te zien, en daarom kozen zij hier een rustige toevlucht zich in het land dat wel vaderland, en al was om des geloofs wil verdreven. [1270,1771,1559,2004]
signature: M. Verhoeff, scriba. [1166,1229,1255,1243]
paragraph: Onze hartelijke dank dan aan allen die ons gelden toezonden, welke door de penningmeester schriftelijk verantwoord zijn aan de betreffende kerken en personen, behalve aan enkelen, wier juiste adres of naam ons onbekend bleef. Ook aan deze Brs. en Zrs. onzen dank. [981,1467,1255,1549]
paragraph: Toch, onder het vele lieve, daar hij een goede betrekking had, bleef hij toch een zucht en verlangen naar het vaderland bewaren. Het was zijn geboorteland niet, dat wilde hij nooit vergeten, al had de graaf op dien zuivere bron tot het vaderland, de blijdschap bij hen te zijn uiting. Hier verheugde men zich in hem, maar zijn hart bleef toch trekken naar Frankrijk. [1270,1653,1559,1768]
paragraph: Het adres van den kerkeraad is thans: [995,830,1170,844]
previous-page-fragment: arvloeien, be [2,510,62,523]
paragraph: Het feit, dat er zulk een apathie bestaat, wordt in dit opstel geconstateerd en wel door niemand minder dan den beroemden Dr. J. Guinness Rogers. Deze zegt: „Wie strijdt nu nog over de vijf punten van het Calvinisme, die zulk een groote plaats innamen bij onze vaderen? Indien daardoor de verdraagzaamheid onzer eeuw tot haar recht kwam, zou men ook nog eenen tijd geweest kunnen zijn, dat men dit zou kunnen waardeeren. Maar is het wel zoo? Wij vreezen, dat het veeleer geboren is uit een zekere onverschilligheid voor de waarheid, waarvoor onze vaderen leefden en stierven." [981,1853,1255,2035]
paragraph: Ds. H. Hoekstra, predikant bij de Geref. kerk van Arnhem (B) hoogd. D. V., op Dinsdag 12 Januari 1904, zijn 25 jarige ambtsbediening en tevens zijn 25 jarige echtvereeniging te herdenken. [981,886,1255,951]
paragraph: Eenlijk nog kwaam in Engeland, die zich tegen de Romaniseerende richting in de staatskerk kanten. De „Kensit-kruistocht" wordt nog altijd voortgezet, al is de man die de een daarvan geweest is, de heer John Kensit, voor twee jaren door de hand van een moordenaar gevallen. Diens zoon J. A. Kensit zet thans den strijd voort en hij is niet minder energiek. Onder zijn leiding is de stad Wycliffe predikers uitgezonden, die het land door reizen. Zij prediken het Protestantsch Evangelie en waarschuwen tegen Rome. [1270,403,1559,552]
column-rule [973,162,974,2264]
previous-page-fragment: zal. [2,837,19,850]
paragraph: treurigheid. Eerst daardoor zal voor hen een nieuw tijdperk aanbreken, waarin zij „eikenboomen der gerechtigheid zullen genaamd worden en eene plantinge des Heeren, opdat Hij verheerlijkt worde". [403,167,677,231]
section-heading-voor-kinderen: Voor Kinderen. [1313,1313,1516,1340]
previous-page-fragment: kwaad een [2,217,52,230]
paragraph: De tegenstelling tusschen Oud en Nieuw testament, tusschen Israel voor de komst van Christus en de gemeente van den Pinksterdag ligt dus wel degelijk in dit woord opgesloten. Jesaja geeft hier een profetie, en deze profetie is eerst door de komst van Christus en de uitstorting des Heiligen Geestes tot werkelijkheid geworden. [403,370,677,484]
paragraph: Die profetie nu is zeker vervuld, toen Christus Jezus is gekomen, gelijk Hij zelf in de Synagoge van Kapernaum verklaard heeft, toen Hij zeide: „Heden is deze Schrift in uwe ooren vervuld." Dat is de tijdperk der Nieuw-testamentische bedeeling tegenover den dienst der schaduwen. Het jubeljaar der verlossing na de dienstbaarheid der wet. De genade en de waarheid, die in Christus ons geschonken zijn. [403,234,677,366]
section-divider [799,915,860,917]
paragraph: Met de kerkelijke armenzorg wordt hier, althans officieel, geen rekening gehouden. [692,454,966,484]
previous-page-fragment: e Kerk voor [2,131,58,144]
previous-page-rule [0,155,99,158]
previous-page-fragment: ng lieven, [2,1733,48,1746]
previous-page-fragment: de alma- [2,1785,42,1798]
previous-page-fragment: woord volk [2,1371,55,1384]
previous-page-fragment: ngaan, ge- [2,1509,51,1522]
